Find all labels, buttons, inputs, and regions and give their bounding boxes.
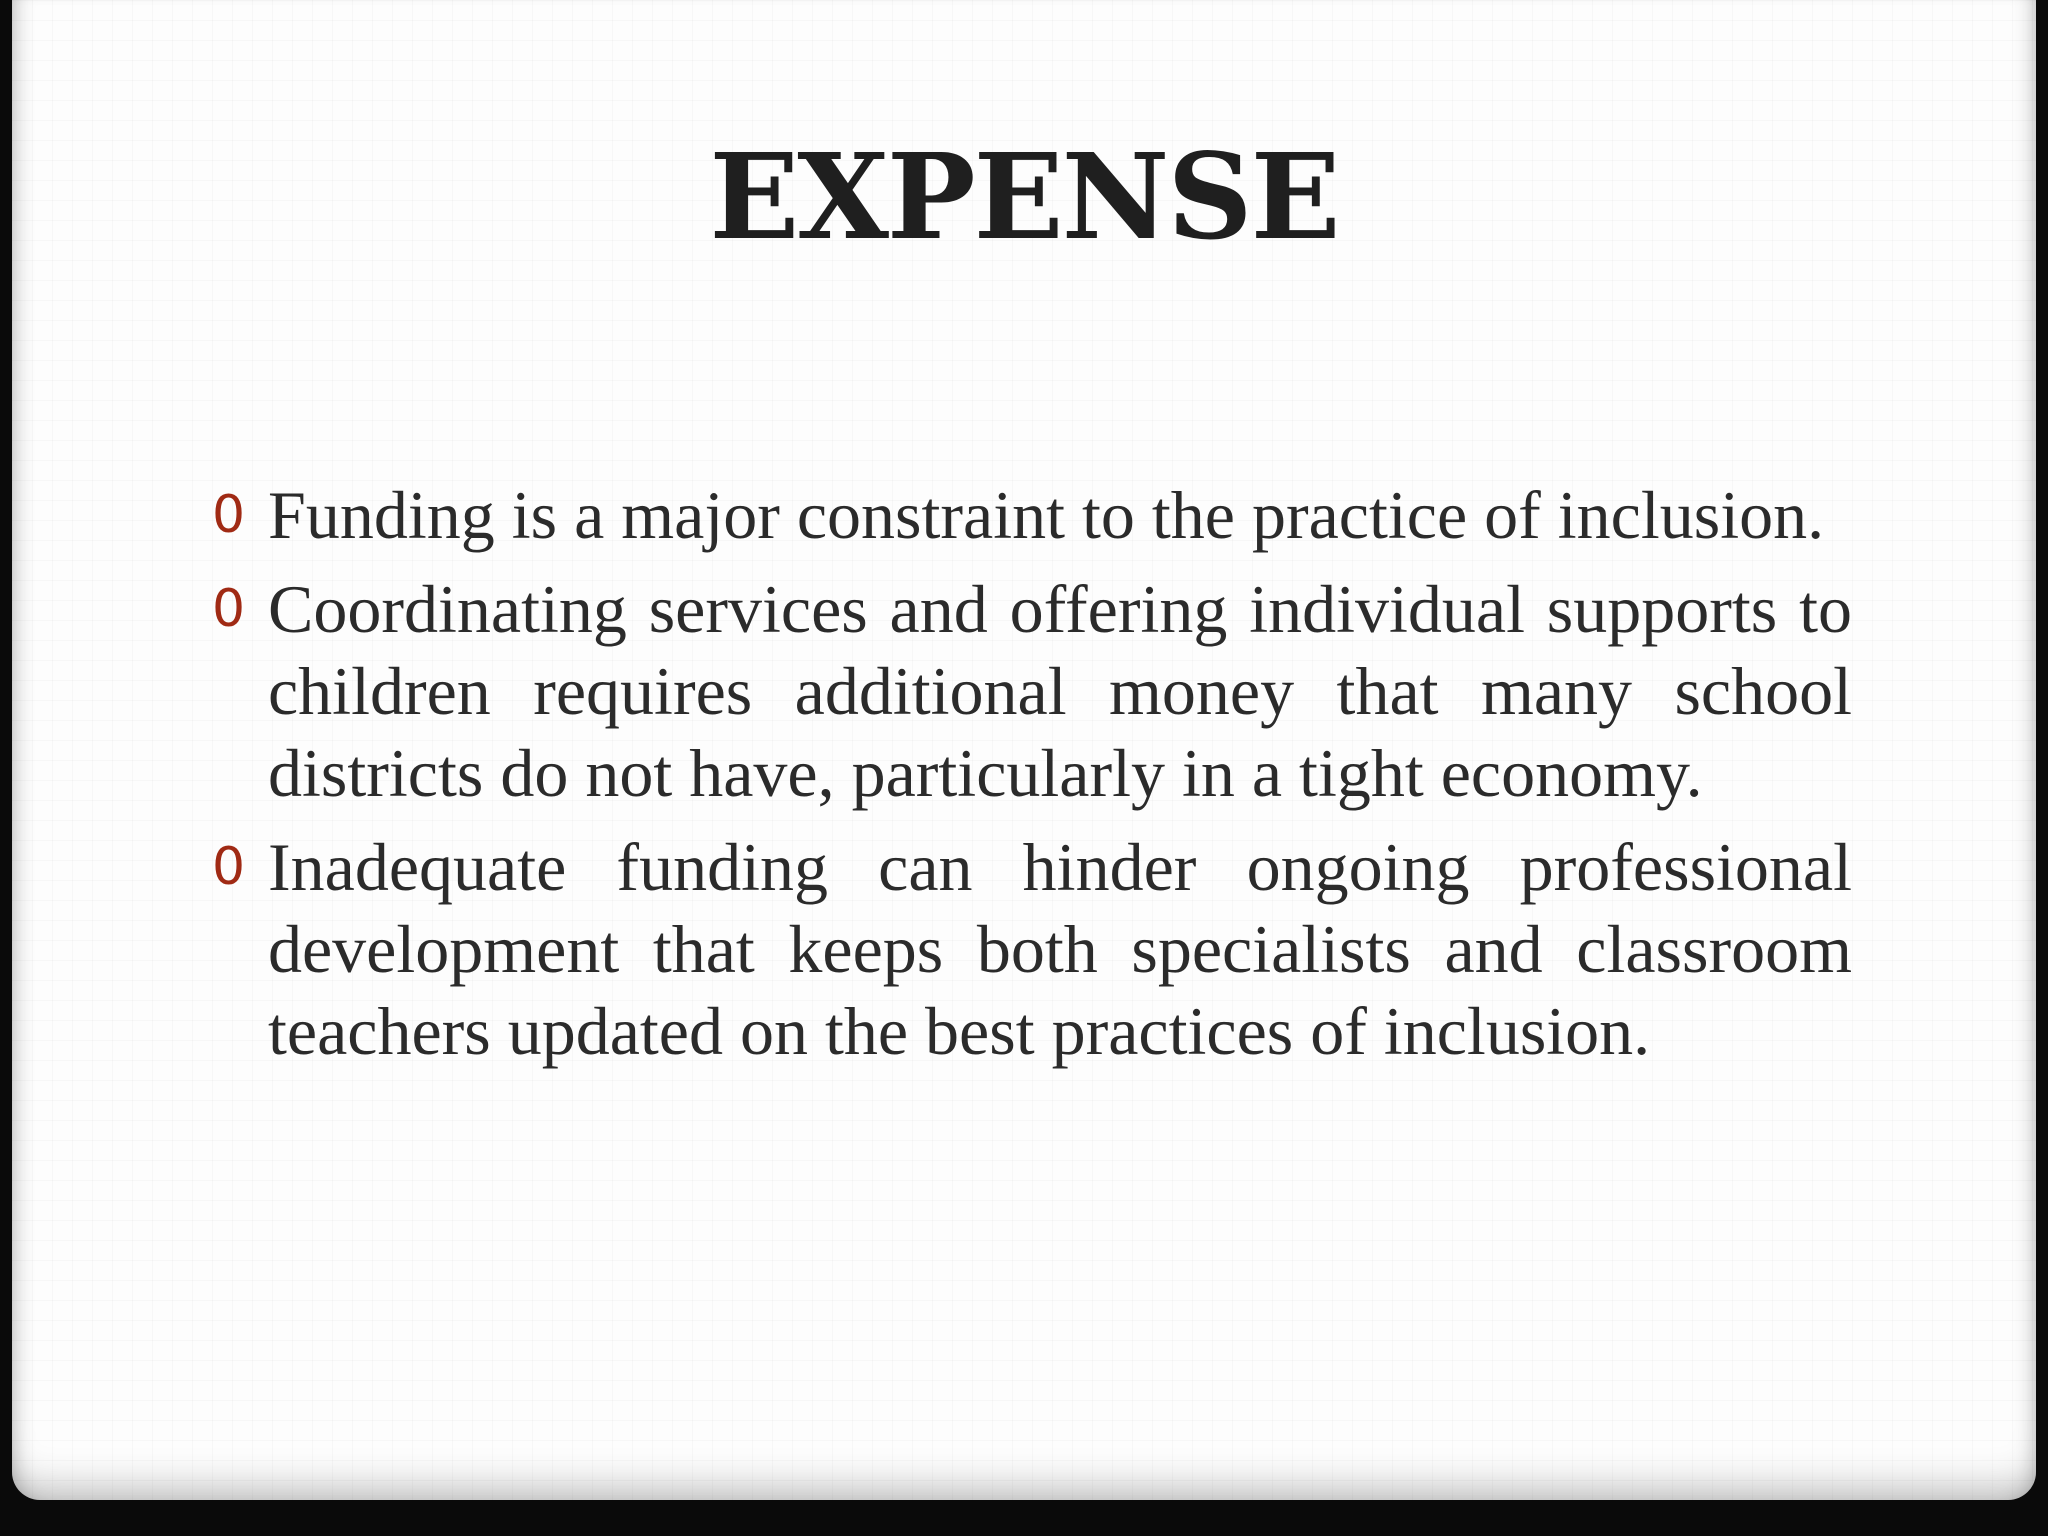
bullet-text: Inadequate funding can hinder ongoing professional development that keeps both specialists and classroom teachers updated on the best practices of inclusion. — [268, 829, 1852, 1069]
bullet-item — [212, 826, 1852, 1072]
bullet-marker-icon: 0 — [212, 485, 246, 545]
bullet-marker-icon: 0 — [212, 837, 246, 897]
bullet-marker-icon: 0 — [212, 579, 246, 639]
bullet-item — [212, 474, 1852, 556]
bullet-text: Funding is a major constraint to the practice of inclusion. — [268, 477, 1825, 553]
slide — [12, 0, 2036, 1500]
bullet-list — [212, 474, 1852, 1084]
bullet-item — [212, 568, 1852, 814]
bullet-text: Coordinating services and offering individual supports to children requires additional money that many school districts do not have, particularly in a tight economy. — [268, 571, 1852, 811]
slide-title: EXPENSE — [709, 127, 1339, 266]
